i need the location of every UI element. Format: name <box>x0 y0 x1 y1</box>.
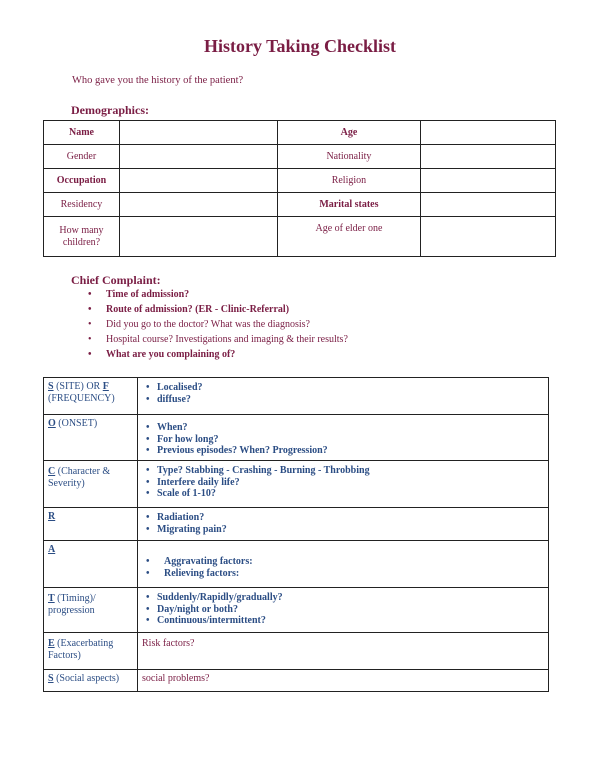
site-frequency-label: S (SITE) OR F (FREQUENCY) <box>44 378 138 415</box>
residency-label: Residency <box>44 193 120 217</box>
socrates-table <box>43 377 549 692</box>
table-row <box>44 633 549 670</box>
name-label: Name <box>44 121 120 145</box>
marital-status-label: Marital states <box>277 193 421 217</box>
residency-field[interactable] <box>119 193 277 217</box>
onset-label: O (ONSET) <box>44 415 138 461</box>
occupation-field[interactable] <box>119 169 277 193</box>
page-title: History Taking Checklist <box>203 36 397 56</box>
list-item: • Time of admission? <box>88 287 348 302</box>
list-item: • For how long? <box>142 434 544 446</box>
social-problems-text: social problems? <box>138 670 549 692</box>
list-item: • Type? Stabbing - Crashing - Burning - Throbbing <box>142 465 544 477</box>
chief-complaint-heading: Chief Complaint: <box>71 273 161 287</box>
occupation-label: Occupation <box>44 169 120 193</box>
nationality-field[interactable] <box>421 145 556 169</box>
list-item: • Interfere daily life? <box>142 477 544 489</box>
age-label: Age <box>277 121 421 145</box>
religion-field[interactable] <box>421 169 556 193</box>
gender-label: Gender <box>44 145 120 169</box>
elder-age-label: Age of elder one <box>277 217 421 257</box>
table-row <box>44 121 556 145</box>
risk-factors-text: Risk factors? <box>138 633 549 670</box>
marital-status-field[interactable] <box>421 193 556 217</box>
exacerbating-label: E (Exacerbating Factors) <box>44 633 138 670</box>
list-item: • Day/night or both? <box>142 604 544 616</box>
table-row <box>44 508 549 541</box>
name-field[interactable] <box>119 121 277 145</box>
list-item: • Hospital course? Investigations and imaging & their results? <box>88 332 348 347</box>
list-item: • Scale of 1-10? <box>142 488 544 500</box>
list-item: • Continuous/intermittent? <box>142 615 544 627</box>
children-label: How many children? <box>44 217 120 257</box>
list-item: • diffuse? <box>142 394 544 406</box>
demographics-heading: Demographics: <box>71 103 149 117</box>
table-row <box>44 169 556 193</box>
list-item: • When? <box>142 422 544 434</box>
table-row <box>44 217 556 257</box>
list-item: • Relieving factors: <box>142 568 544 580</box>
social-aspects-label: S (Social aspects) <box>44 670 138 692</box>
aggravating-label: A <box>44 541 138 588</box>
table-row <box>44 670 549 692</box>
list-item: • Radiation? <box>142 512 544 524</box>
table-row <box>44 588 549 633</box>
table-row <box>44 541 549 588</box>
list-item: • Localised? <box>142 382 544 394</box>
radiation-label: R <box>44 508 138 541</box>
demographics-table <box>43 120 556 257</box>
timing-label: T (Timing)/ progression <box>44 588 138 633</box>
table-row <box>44 461 549 508</box>
table-row <box>44 145 556 169</box>
table-row <box>44 193 556 217</box>
list-item: • Route of admission? (ER - Clinic-Referral) <box>88 302 348 317</box>
list-item: • What are you complaining of? <box>88 347 348 362</box>
children-field[interactable] <box>119 217 277 257</box>
list-item: • Previous episodes? When? Progression? <box>142 445 544 457</box>
age-field[interactable] <box>421 121 556 145</box>
elder-age-field[interactable] <box>421 217 556 257</box>
history-source-question: Who gave you the history of the patient? <box>72 75 244 86</box>
list-item: • Migrating pain? <box>142 524 544 536</box>
religion-label: Religion <box>277 169 421 193</box>
nationality-label: Nationality <box>277 145 421 169</box>
list-item: • Suddenly/Rapidly/gradually? <box>142 592 544 604</box>
character-severity-label: C (Character & Severity) <box>44 461 138 508</box>
table-row <box>44 378 549 415</box>
gender-field[interactable] <box>119 145 277 169</box>
list-item: • Did you go to the doctor? What was the diagnosis? <box>88 317 348 332</box>
list-item: • Aggravating factors: <box>142 556 544 568</box>
table-row <box>44 415 549 461</box>
chief-complaint-list <box>88 287 348 362</box>
